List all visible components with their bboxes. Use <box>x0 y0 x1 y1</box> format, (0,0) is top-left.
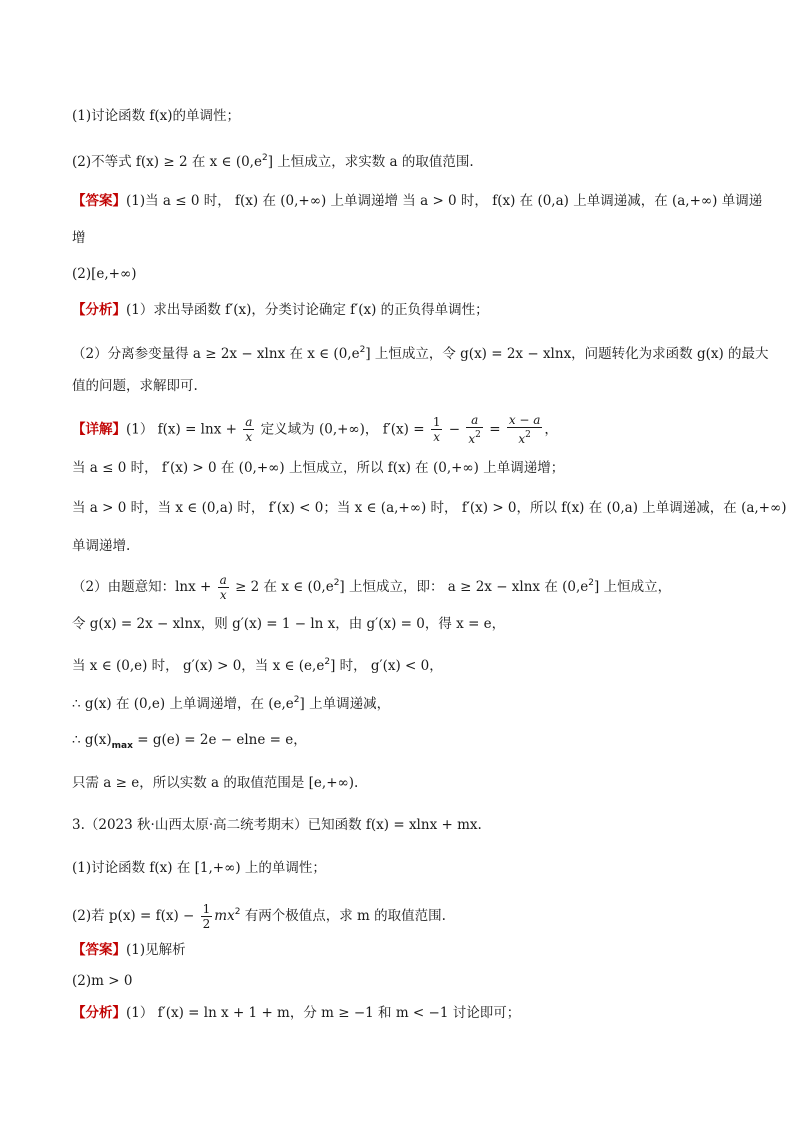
fraction-a-over-x-2: $\frac{a}{x}$ <box>219 572 227 602</box>
analysis-tag: 【分析】 <box>72 302 126 318</box>
analysis-line-2-cont: 值的问题，求解即可. <box>72 378 198 394</box>
answer-3-line-2: (2)m > 0 <box>72 973 133 989</box>
fraction-one-over-x: $\frac{1}{x}$ <box>432 415 441 444</box>
question-3-part-2: (2)若 p(x) = f(x) − $\frac{1}{2}$ $mx^2$ 有两个极值点，求 m 的取值范围. <box>72 901 446 931</box>
answer-3-tag: 【答案】 <box>72 942 126 958</box>
detail-line-3: 当 a > 0 时，当 x ∈ (0,a) 时， f′(x) < 0；当 x ∈ (a,+∞) 时， f′(x) > 0，所以 f(x) 在 (0,a) 上单调递减，在 (a,+∞) <box>72 500 787 516</box>
question-part-1: (1)讨论函数 f(x)的单调性； <box>72 108 241 124</box>
fraction-x-minus-a-over-x-squared: $\frac{x - a}{x^2}$ <box>508 413 541 446</box>
detail-line-5: 令 g(x) = 2x − xlnx，则 g′(x) = 1 − ln x，由 g′(x) = 0，得 x = e， <box>72 616 506 632</box>
fraction-a-over-x-squared: $\frac{a}{x^2}$ <box>468 413 481 446</box>
question-3-part-1: (1)讨论函数 f(x) 在 [1,+∞) 上的单调性； <box>72 860 326 876</box>
detail-line-2: 当 a ≤ 0 时， f′(x) > 0 在 (0,+∞) 上恒成立，所以 f(x) 在 (0,+∞) 上单调递增； <box>72 460 565 476</box>
detail-line-8: ∴ $g(x)_{max} = g(e) = 2e - elne = e$， <box>72 732 307 751</box>
detail-line-3-cont: 单调递增. <box>72 538 131 554</box>
detail-line-9: 只需 a ≥ e，所以实数 a 的取值范围是 [e,+∞). <box>72 775 359 791</box>
answer-3-line-1: 【答案】(1)见解析 <box>72 942 186 958</box>
question-3-stem: 3.（2023 秋·山西太原·高二统考期末）已知函数 f(x) = xlnx + mx. <box>72 817 482 833</box>
answer-line-1: 【答案】(1)当 a ≤ 0 时， f(x) 在 (0,+∞) 上单调递增 当 a > 0 时， f(x) 在 (0,a) 上单调递减，在 (a,+∞) 单调递 <box>72 193 763 209</box>
analysis-line-1: 【分析】(1）求出导函数 f′(x)，分类讨论确定 f′(x) 的正负得单调性； <box>72 302 489 318</box>
analysis-3-line-1: 【分析】(1） f′(x) = ln x + 1 + m，分 m ≥ −1 和 m < −1 讨论即可； <box>72 1005 521 1021</box>
fraction-one-half: $\frac{1}{2}$ <box>202 901 211 931</box>
analysis-line-2: （2）分离参变量得 a ≥ 2x − xlnx 在 x ∈ $(0,e^2]$ 上恒成立，令 g(x) = 2x − xlnx，问题转化为求函数 g(x) 的最大 <box>72 345 769 362</box>
analysis-3-tag: 【分析】 <box>72 1005 126 1021</box>
answer-line-2: (2)[e,+∞) <box>72 266 137 282</box>
detail-line-1: 【详解】(1） f(x) = lnx + $\frac{a}{x}$ 定义域为 (0,+∞)， f′(x) = $\frac{1}{x}$ − $\frac{a}{x^2}$ = $\frac{x - a}{x^2}$ ， <box>72 413 558 446</box>
question-part-2: (2)不等式 f(x) ≥ 2 在 x ∈ $(0,e^2]$ 上恒成立，求实数 a 的取值范围. <box>72 153 474 170</box>
answer-line-1-cont: 增 <box>72 230 86 246</box>
detail-line-4: （2）由题意知：lnx + $\frac{a}{x}$ ≥ 2 在 x ∈ $(0,e^2]$ 上恒成立，即： a ≥ 2x − xlnx 在 $(0,e^2]$ 上恒成立， <box>72 572 672 602</box>
answer-tag: 【答案】 <box>72 193 126 209</box>
detail-line-7: ∴ g(x) 在 (0,e) 上单调递增，在 $(e,e^2]$ 上单调递减， <box>72 695 391 712</box>
detail-tag: 【详解】 <box>72 421 126 438</box>
fraction-a-over-x: $\frac{a}{x}$ <box>245 415 253 444</box>
detail-line-6: 当 x ∈ (0,e) 时， g′(x) > 0，当 x ∈ $(e,e^2]$ 时， g′(x) < 0， <box>72 657 443 674</box>
